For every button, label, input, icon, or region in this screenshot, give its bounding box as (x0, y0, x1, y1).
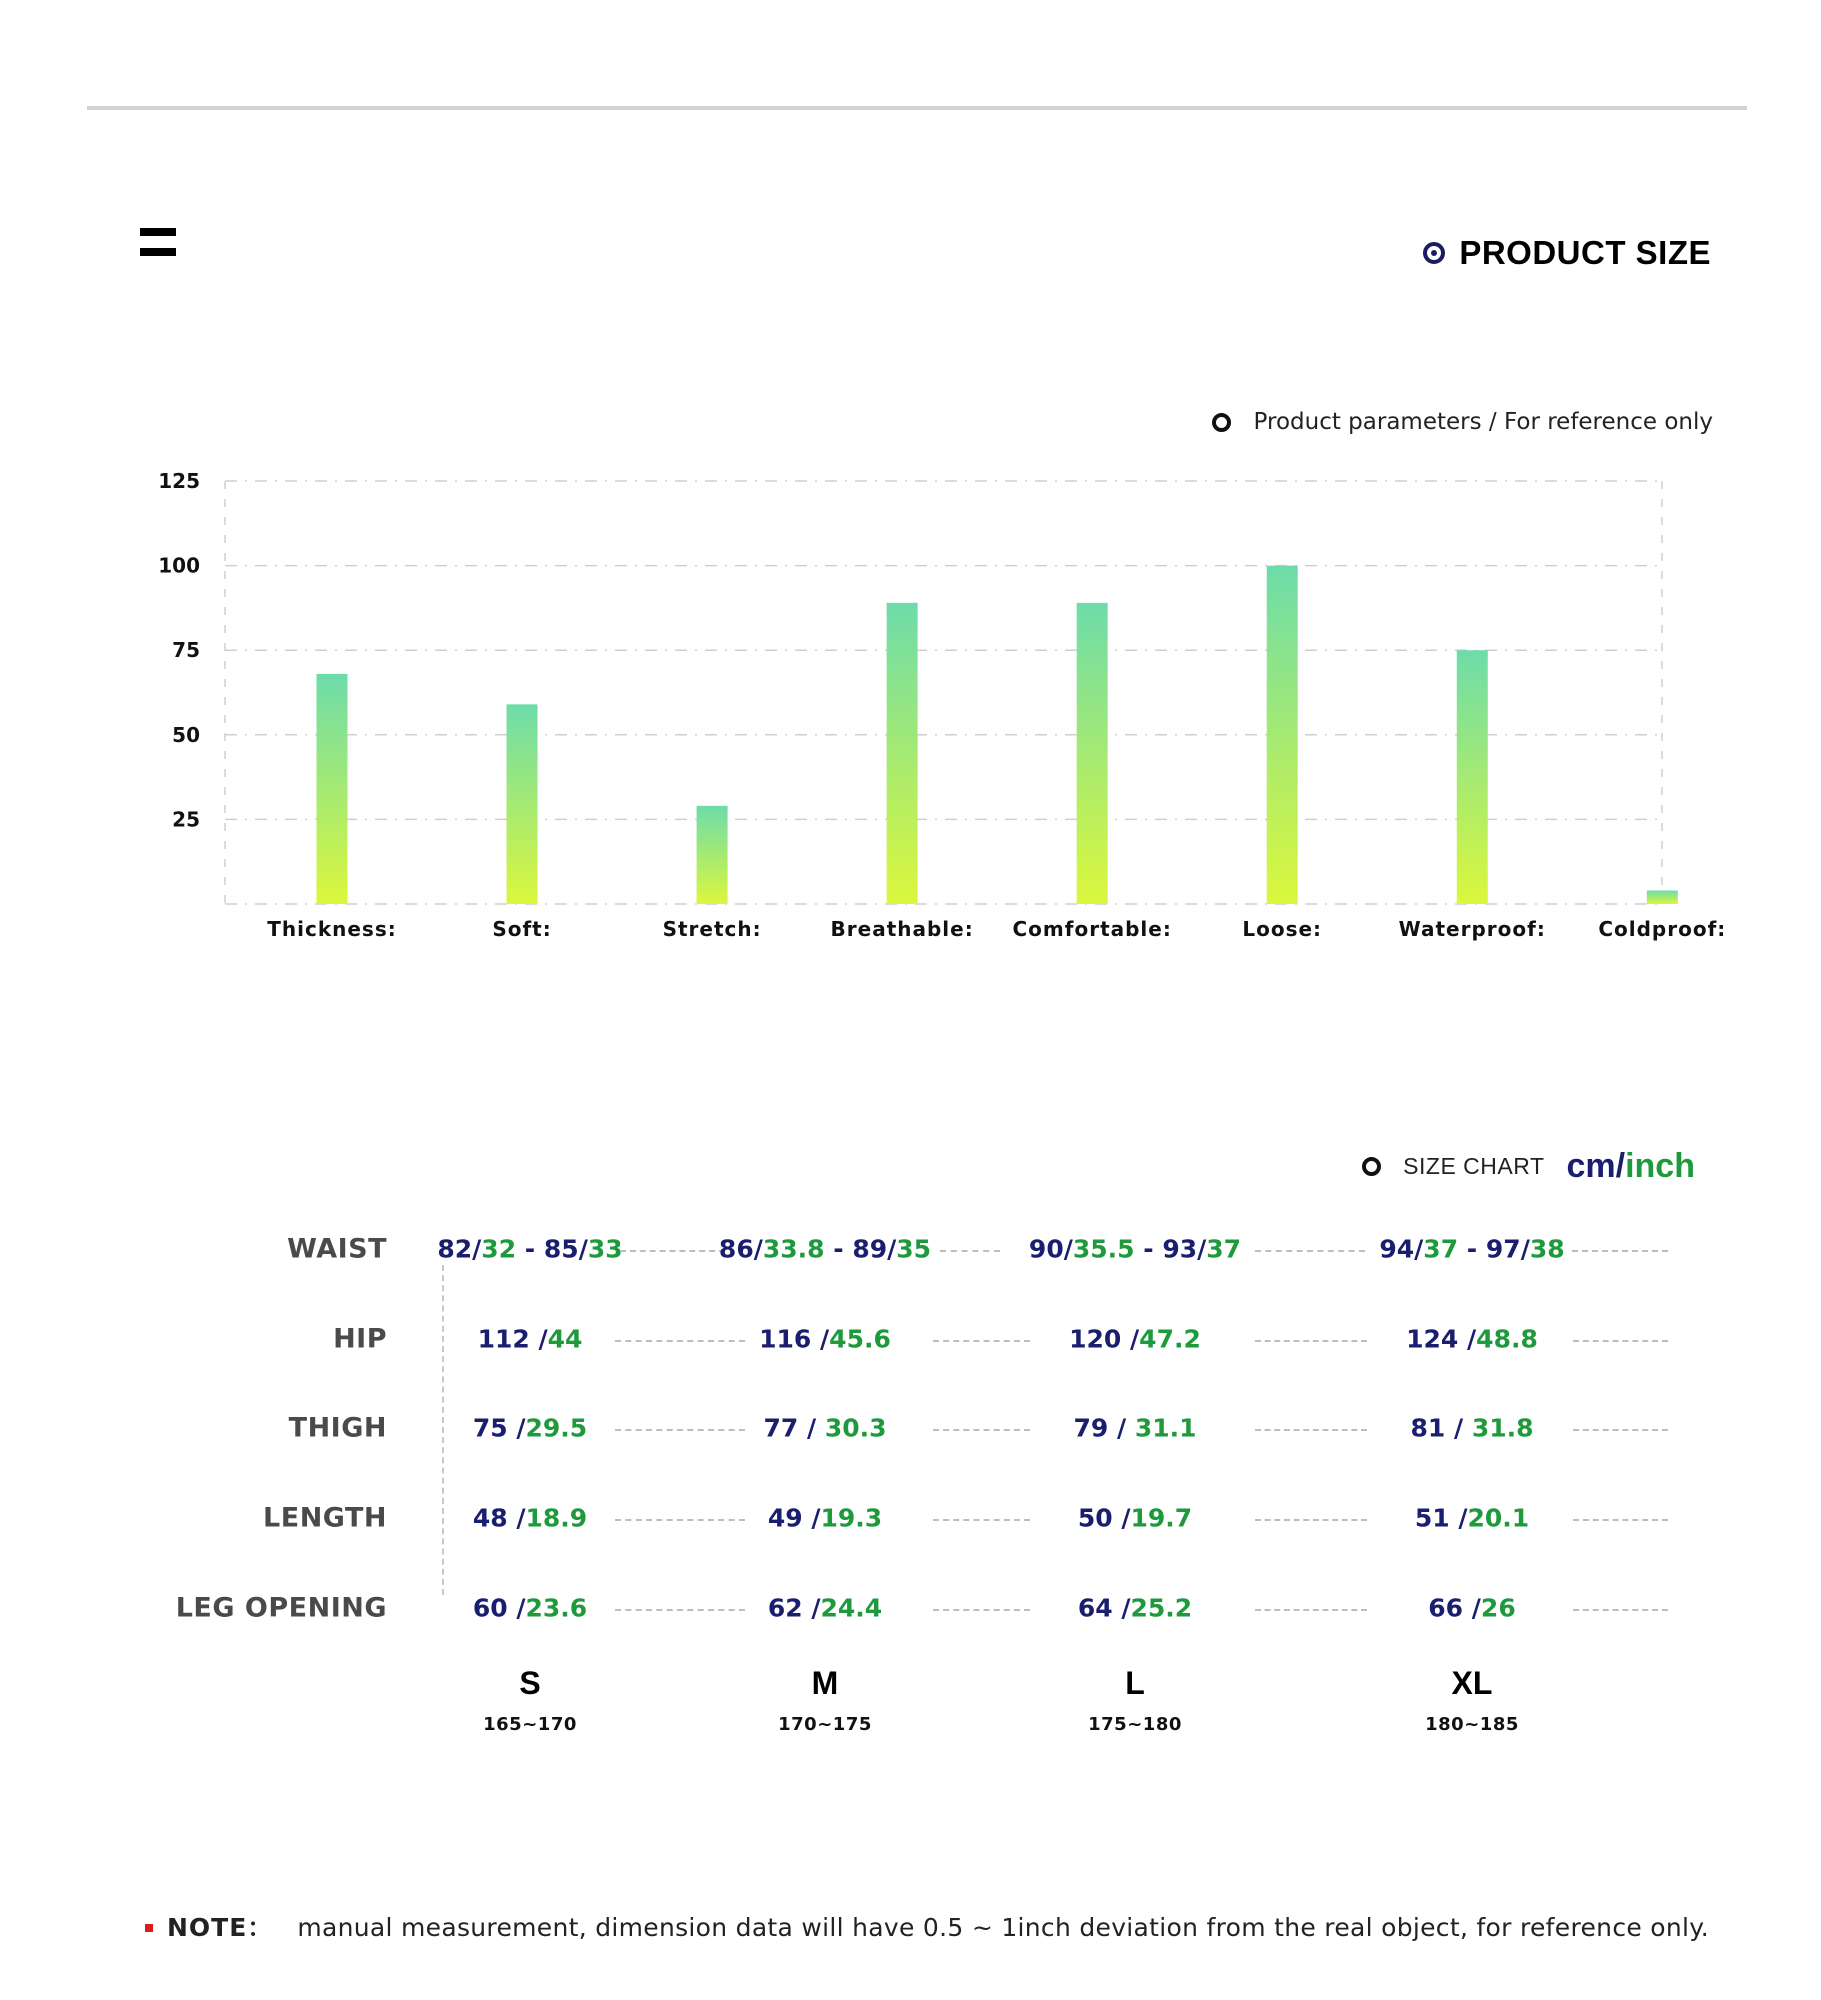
cm-value: 66 (1428, 1593, 1472, 1623)
note-label: NOTE： (167, 1913, 274, 1942)
cm-value: 124 (1406, 1324, 1468, 1354)
cm-value: 81 (1410, 1413, 1454, 1443)
y-tick-label: 100 (158, 553, 200, 578)
cm-value: / (516, 1413, 526, 1443)
leader-dash (933, 1519, 1030, 1521)
leader-dash (1573, 1519, 1668, 1521)
page-title: PRODUCT SIZE (1459, 234, 1711, 271)
chart-note-text: Product parameters / For reference only (1253, 409, 1713, 435)
leader-dash (940, 1250, 1000, 1252)
bar (507, 704, 538, 904)
cm-value: / (1130, 1324, 1140, 1354)
leader-dash (615, 1340, 745, 1342)
table-axis-line (442, 1265, 444, 1595)
cm-value: / (1116, 1413, 1135, 1443)
leader-dash (1255, 1429, 1367, 1431)
cm-value: 62 (767, 1593, 812, 1623)
inch-value: 31.1 (1134, 1413, 1197, 1443)
leader-dash (1573, 1340, 1668, 1342)
y-tick-label: 25 (172, 807, 200, 832)
cm-value: 82 (437, 1234, 473, 1264)
red-bullet-icon (145, 1924, 153, 1932)
bar (1647, 890, 1678, 904)
size-height-range: 180~185 (1425, 1714, 1519, 1735)
cm-value: / (811, 1503, 821, 1533)
bar (697, 806, 728, 904)
size-cell (1379, 1235, 1564, 1264)
cm-value: / (811, 1593, 821, 1623)
inch-value: 32 (481, 1234, 517, 1264)
unit-cm: cm (1566, 1147, 1616, 1185)
size-name: XL (1451, 1665, 1493, 1701)
cm-value: 60 (472, 1593, 517, 1623)
cm-value: - (516, 1234, 544, 1264)
size-cell (719, 1235, 931, 1264)
cm-value: / (1458, 1503, 1468, 1533)
cm-value: / (1453, 1413, 1472, 1443)
leader-dash (1572, 1250, 1668, 1252)
size-chart-label: SIZE CHART (1403, 1153, 1545, 1179)
leader-dash (1573, 1429, 1668, 1431)
cm-value: / (1414, 1234, 1424, 1264)
cm-value: 49 (767, 1503, 812, 1533)
x-tick-label: Breathable: (830, 917, 974, 941)
inch-value: 35 (896, 1234, 932, 1264)
cm-value: / (516, 1503, 526, 1533)
cm-value: 93 (1162, 1234, 1198, 1264)
x-tick-label: Comfortable: (1012, 917, 1172, 941)
inch-value: 23.6 (525, 1593, 588, 1623)
leader-dash (615, 1519, 745, 1521)
size-cell (473, 1594, 587, 1623)
note-text: manual measurement, dimension data will have 0.5 ~ 1inch deviation from the real object, for reference only. (297, 1913, 1710, 1942)
cm-value: / (578, 1234, 588, 1264)
cm-value: 94 (1379, 1234, 1415, 1264)
cm-value: 89 (852, 1234, 888, 1264)
cm-value: / (516, 1593, 526, 1623)
cm-value: 51 (1414, 1503, 1459, 1533)
bar (887, 603, 918, 904)
size-cell (1073, 1414, 1196, 1443)
leader-dash (620, 1250, 725, 1252)
inch-value: 38 (1529, 1234, 1565, 1264)
row-label-thigh: THIGH (288, 1412, 387, 1444)
inch-value: 33 (587, 1234, 623, 1264)
inch-value: 44 (547, 1324, 583, 1354)
leader-dash (1255, 1250, 1365, 1252)
unit-inch: inch (1625, 1147, 1695, 1185)
leader-dash (1573, 1609, 1668, 1611)
size-cell (768, 1594, 882, 1623)
chart-grid (225, 481, 1662, 904)
size-name: L (1125, 1665, 1145, 1701)
inch-value: 19.7 (1130, 1503, 1193, 1533)
cm-value: - (824, 1234, 853, 1264)
y-tick-label: 125 (158, 469, 200, 493)
leader-dash (1255, 1340, 1367, 1342)
size-chart-heading (1362, 1147, 1695, 1186)
inch-value: 19.3 (820, 1503, 883, 1533)
cm-value: / (1467, 1324, 1477, 1354)
row-label-leg-opening: LEG OPENING (175, 1592, 387, 1624)
bar (1077, 603, 1108, 904)
cm-value: 79 (1073, 1413, 1117, 1443)
size-cell (1406, 1325, 1538, 1354)
size-cell (759, 1325, 891, 1354)
cm-value: / (1121, 1593, 1131, 1623)
size-cell (1029, 1235, 1241, 1264)
cm-value: / (1063, 1234, 1073, 1264)
size-name: S (519, 1665, 541, 1701)
x-tick-label: Soft: (492, 917, 552, 941)
inch-value: 48.8 (1476, 1324, 1538, 1354)
leader-dash (1255, 1519, 1367, 1521)
size-cell (768, 1504, 882, 1533)
cm-value: / (1520, 1234, 1530, 1264)
cm-value: 112 (477, 1324, 539, 1354)
size-height-range: 175~180 (1088, 1714, 1182, 1735)
inch-value: 20.1 (1467, 1503, 1530, 1533)
cm-value: / (538, 1324, 548, 1354)
size-name: M (811, 1665, 839, 1701)
inch-value: 25.2 (1130, 1593, 1193, 1623)
y-axis-ticks (158, 469, 200, 831)
row-label-waist: WAIST (287, 1233, 387, 1265)
cm-value: / (1471, 1593, 1481, 1623)
bar (1267, 566, 1298, 904)
inch-value: 31.8 (1471, 1413, 1534, 1443)
inch-value: 33.8 (762, 1234, 825, 1264)
size-cell (1078, 1594, 1192, 1623)
size-cell (1078, 1504, 1192, 1533)
size-height-range: 165~170 (483, 1714, 577, 1735)
ring-bullet-icon (1362, 1157, 1381, 1176)
cm-value: - (1458, 1234, 1486, 1264)
y-tick-label: 50 (172, 722, 200, 747)
leader-dash (933, 1429, 1030, 1431)
inch-value: 30.3 (824, 1413, 887, 1443)
bar (317, 674, 348, 904)
cm-value: / (806, 1413, 825, 1443)
size-cell (473, 1414, 587, 1443)
inch-value: 45.6 (829, 1324, 891, 1354)
x-tick-label: Coldproof: (1598, 917, 1727, 941)
cm-value: 64 (1077, 1593, 1122, 1623)
leader-dash (615, 1609, 745, 1611)
leader-dash (933, 1340, 1030, 1342)
cm-value: 50 (1077, 1503, 1122, 1533)
size-cell (1069, 1325, 1201, 1354)
cm-value: / (1197, 1234, 1207, 1264)
chart-bars (317, 566, 1678, 904)
inch-value: 24.4 (820, 1593, 883, 1623)
cm-value: 86 (718, 1234, 754, 1264)
leader-dash (1255, 1609, 1367, 1611)
leader-dash (615, 1429, 745, 1431)
inch-value: 18.9 (525, 1503, 588, 1533)
x-axis-labels (267, 917, 1726, 941)
footnote (145, 1908, 1709, 1944)
cm-value: / (887, 1234, 897, 1264)
cm-value: 85 (543, 1234, 579, 1264)
size-cell (473, 1504, 587, 1533)
cm-value: 90 (1028, 1234, 1064, 1264)
cm-value: 77 (763, 1413, 807, 1443)
size-cell (1415, 1504, 1529, 1533)
size-cell (1428, 1594, 1515, 1623)
cm-value: / (1121, 1503, 1131, 1533)
cm-value: / (472, 1234, 482, 1264)
cm-value: 116 (759, 1324, 821, 1354)
row-label-length: LENGTH (263, 1502, 387, 1534)
unit-separator: / (1615, 1147, 1626, 1185)
row-label-hip: HIP (333, 1323, 387, 1355)
size-cell (478, 1325, 583, 1354)
x-tick-label: Stretch: (662, 917, 762, 941)
unit-label (1567, 1147, 1696, 1186)
x-tick-label: Waterproof: (1398, 917, 1546, 941)
y-tick-label: 75 (172, 638, 200, 663)
inch-value: 37 (1423, 1234, 1459, 1264)
size-cell (763, 1414, 886, 1443)
cm-value: - (1134, 1234, 1163, 1264)
inch-value: 37 (1206, 1234, 1242, 1264)
inch-value: 29.5 (525, 1413, 588, 1443)
size-cell (1410, 1414, 1533, 1443)
inch-value: 35.5 (1072, 1234, 1135, 1264)
cm-value: / (753, 1234, 763, 1264)
x-tick-label: Loose: (1242, 917, 1323, 941)
cm-value: 48 (472, 1503, 517, 1533)
cm-value: 75 (472, 1413, 517, 1443)
size-height-range: 170~175 (778, 1714, 872, 1735)
cm-value: / (820, 1324, 830, 1354)
leader-dash (933, 1609, 1030, 1611)
size-cell (437, 1235, 622, 1264)
inch-value: 47.2 (1139, 1324, 1201, 1354)
inch-value: 26 (1480, 1593, 1516, 1623)
bar (1457, 650, 1488, 904)
x-tick-label: Thickness: (267, 917, 397, 941)
cm-value: 97 (1485, 1234, 1521, 1264)
cm-value: 120 (1069, 1324, 1131, 1354)
